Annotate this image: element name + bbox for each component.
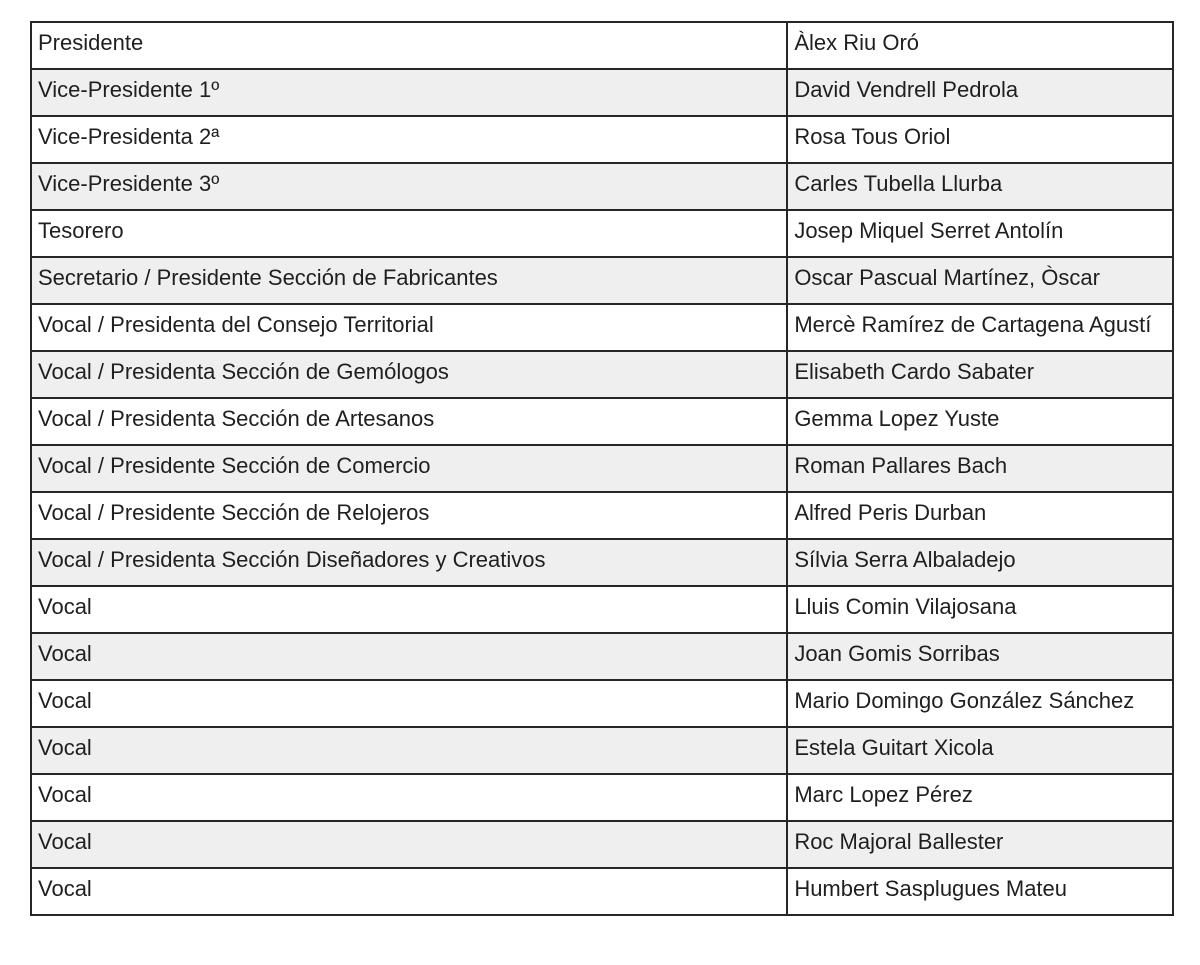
member-name-cell: Gemma Lopez Yuste [787,398,1173,445]
table-row [31,586,1173,633]
table-row [31,680,1173,727]
role-cell: Vocal [31,727,787,774]
role-cell: Tesorero [31,210,787,257]
member-name-cell: Alfred Peris Durban [787,492,1173,539]
table-row [31,116,1173,163]
member-name-cell: Marc Lopez Pérez [787,774,1173,821]
member-name-cell: Carles Tubella Llurba [787,163,1173,210]
role-cell: Vocal [31,680,787,727]
table-row [31,774,1173,821]
member-name-cell: Roman Pallares Bach [787,445,1173,492]
role-cell: Secretario / Presidente Sección de Fabricantes [31,257,787,304]
member-name-cell: Mario Domingo González Sánchez [787,680,1173,727]
table-body [31,22,1173,915]
board-members-table [30,21,1174,916]
member-name-cell: David Vendrell Pedrola [787,69,1173,116]
table-row [31,445,1173,492]
table-row [31,539,1173,586]
member-name-cell: Estela Guitart Xicola [787,727,1173,774]
role-cell: Vice-Presidenta 2ª [31,116,787,163]
table-row [31,727,1173,774]
table-row [31,257,1173,304]
member-name-cell: Mercè Ramírez de Cartagena Agustí [787,304,1173,351]
table-row [31,398,1173,445]
role-cell: Vocal [31,821,787,868]
role-cell: Vocal / Presidenta Sección Diseñadores y Creativos [31,539,787,586]
table-row [31,492,1173,539]
member-name-cell: Humbert Sasplugues Mateu [787,868,1173,915]
member-name-cell: Josep Miquel Serret Antolín [787,210,1173,257]
table-row [31,821,1173,868]
member-name-cell: Lluis Comin Vilajosana [787,586,1173,633]
member-name-cell: Elisabeth Cardo Sabater [787,351,1173,398]
role-cell: Vocal [31,868,787,915]
role-cell: Vocal / Presidenta Sección de Gemólogos [31,351,787,398]
role-cell: Vocal / Presidenta del Consejo Territorial [31,304,787,351]
table-row [31,351,1173,398]
member-name-cell: Sílvia Serra Albaladejo [787,539,1173,586]
table-row [31,22,1173,69]
table-row [31,868,1173,915]
role-cell: Vocal / Presidenta Sección de Artesanos [31,398,787,445]
member-name-cell: Oscar Pascual Martínez, Òscar [787,257,1173,304]
table-row [31,304,1173,351]
role-cell: Vocal / Presidente Sección de Comercio [31,445,787,492]
role-cell: Presidente [31,22,787,69]
board-members-container [30,21,1174,916]
table-row [31,210,1173,257]
role-cell: Vocal [31,633,787,680]
role-cell: Vocal [31,586,787,633]
member-name-cell: Joan Gomis Sorribas [787,633,1173,680]
role-cell: Vice-Presidente 3º [31,163,787,210]
role-cell: Vocal / Presidente Sección de Relojeros [31,492,787,539]
member-name-cell: Roc Majoral Ballester [787,821,1173,868]
member-name-cell: Rosa Tous Oriol [787,116,1173,163]
role-cell: Vice-Presidente 1º [31,69,787,116]
member-name-cell: Àlex Riu Oró [787,22,1173,69]
role-cell: Vocal [31,774,787,821]
table-row [31,163,1173,210]
table-row [31,69,1173,116]
table-row [31,633,1173,680]
